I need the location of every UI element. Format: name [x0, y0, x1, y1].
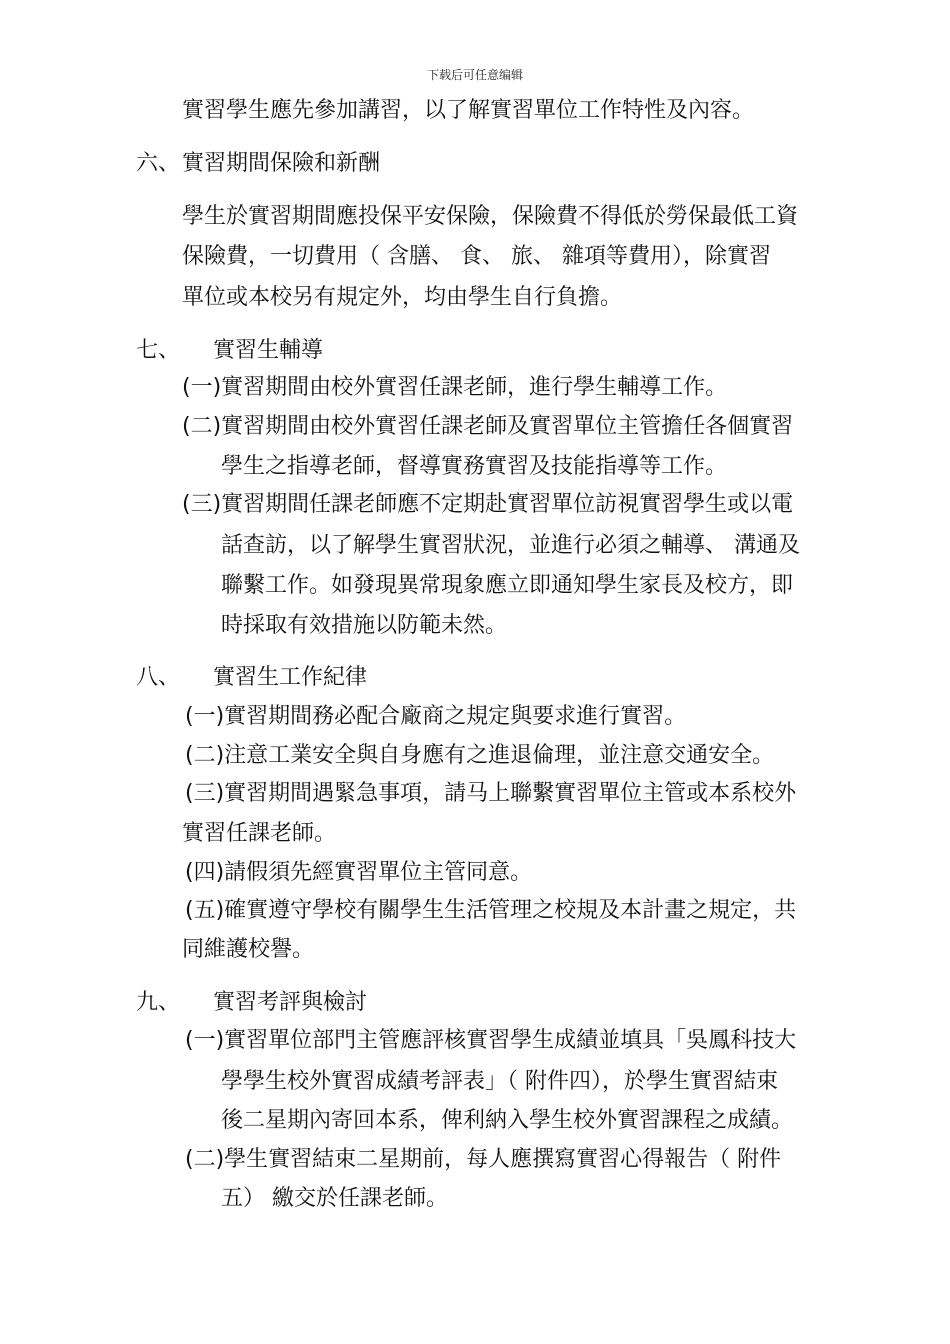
- section-6-line: 學生於實習期間應投保平安保險，保險費不得低於勞保最低工資: [182, 204, 799, 229]
- section-6-title: 實習期間保險和新酬: [182, 151, 381, 176]
- intro-line: 實習學生應先參加講習，以了解實習單位工作特性及內容。: [182, 98, 755, 123]
- section-7-line: 話查訪，以了解學生實習狀況，並進行必須之輔導、 溝通及: [221, 533, 800, 558]
- section-9-title: 實習考評與檢討: [213, 990, 368, 1015]
- section-9-line: 後二星期內寄回本系，俾利納入學生校外實習課程之成績。: [221, 1108, 794, 1133]
- section-7-line: (一)實習期間由校外實習任課老師，進行學生輔導工作。: [182, 375, 728, 400]
- section-7-line: (二)實習期間由校外實習任課老師及實習單位主管擔任各個實習: [182, 414, 794, 439]
- section-9-line: 學學生校外實習成績考評表」（ 附件四），於學生實習結束: [221, 1069, 778, 1094]
- section-8-line: (三)實習期間遇緊急事項，請马上聯繫實習單位主管或本系校外: [185, 781, 797, 806]
- page-header-note: 下载后可任意编辑: [426, 68, 523, 82]
- section-8-line: 實習任課老師。: [182, 821, 337, 846]
- section-7-line: (三)實習期間任課老師應不定期赴實習單位訪視實習學生或以電: [182, 492, 794, 517]
- section-6-line: 保險費，一切費用（ 含膳、 食、 旅、 雜項等費用），除實習: [182, 244, 771, 269]
- section-9-line: (二)學生實習結束二星期前，每人應撰寫實習心得報告（ 附件: [185, 1147, 782, 1172]
- section-7-title: 實習生輔導: [213, 338, 324, 363]
- section-6-line: 單位或本校另有規定外，均由學生自行負擔。: [182, 285, 623, 310]
- section-7-number: 七、: [136, 338, 181, 363]
- section-8-line: 同維護校譽。: [182, 937, 315, 962]
- section-8-number: 八、: [136, 665, 181, 690]
- section-8-line: (二)注意工業安全與自身應有之進退倫理，並注意交通安全。: [185, 743, 775, 768]
- section-7-line: 時採取有效措施以防範未然。: [221, 613, 508, 638]
- section-8-line: (四)請假須先經實習單位主管同意。: [185, 860, 533, 885]
- section-8-title: 實習生工作紀律: [213, 665, 368, 690]
- section-6-number: 六、: [136, 151, 181, 176]
- section-8-line: (五)確實遵守學校有關學生生活管理之校規及本計畫之規定，共: [185, 898, 797, 923]
- section-9-line: (一)實習單位部門主管應評核實習學生成績並填具「吳鳳科技大: [185, 1028, 797, 1053]
- section-7-line: 學生之指導老師，督導實務實習及技能指導等工作。: [221, 454, 728, 479]
- section-7-line: 聯繫工作。如發現異常現象應立即通知學生家長及校方，即: [221, 573, 794, 598]
- section-9-number: 九、: [136, 990, 181, 1015]
- section-9-line: 五） 繳交於任課老師。: [221, 1186, 448, 1211]
- section-8-line: (一)實習期間務必配合廠商之規定與要求進行實習。: [185, 704, 687, 729]
